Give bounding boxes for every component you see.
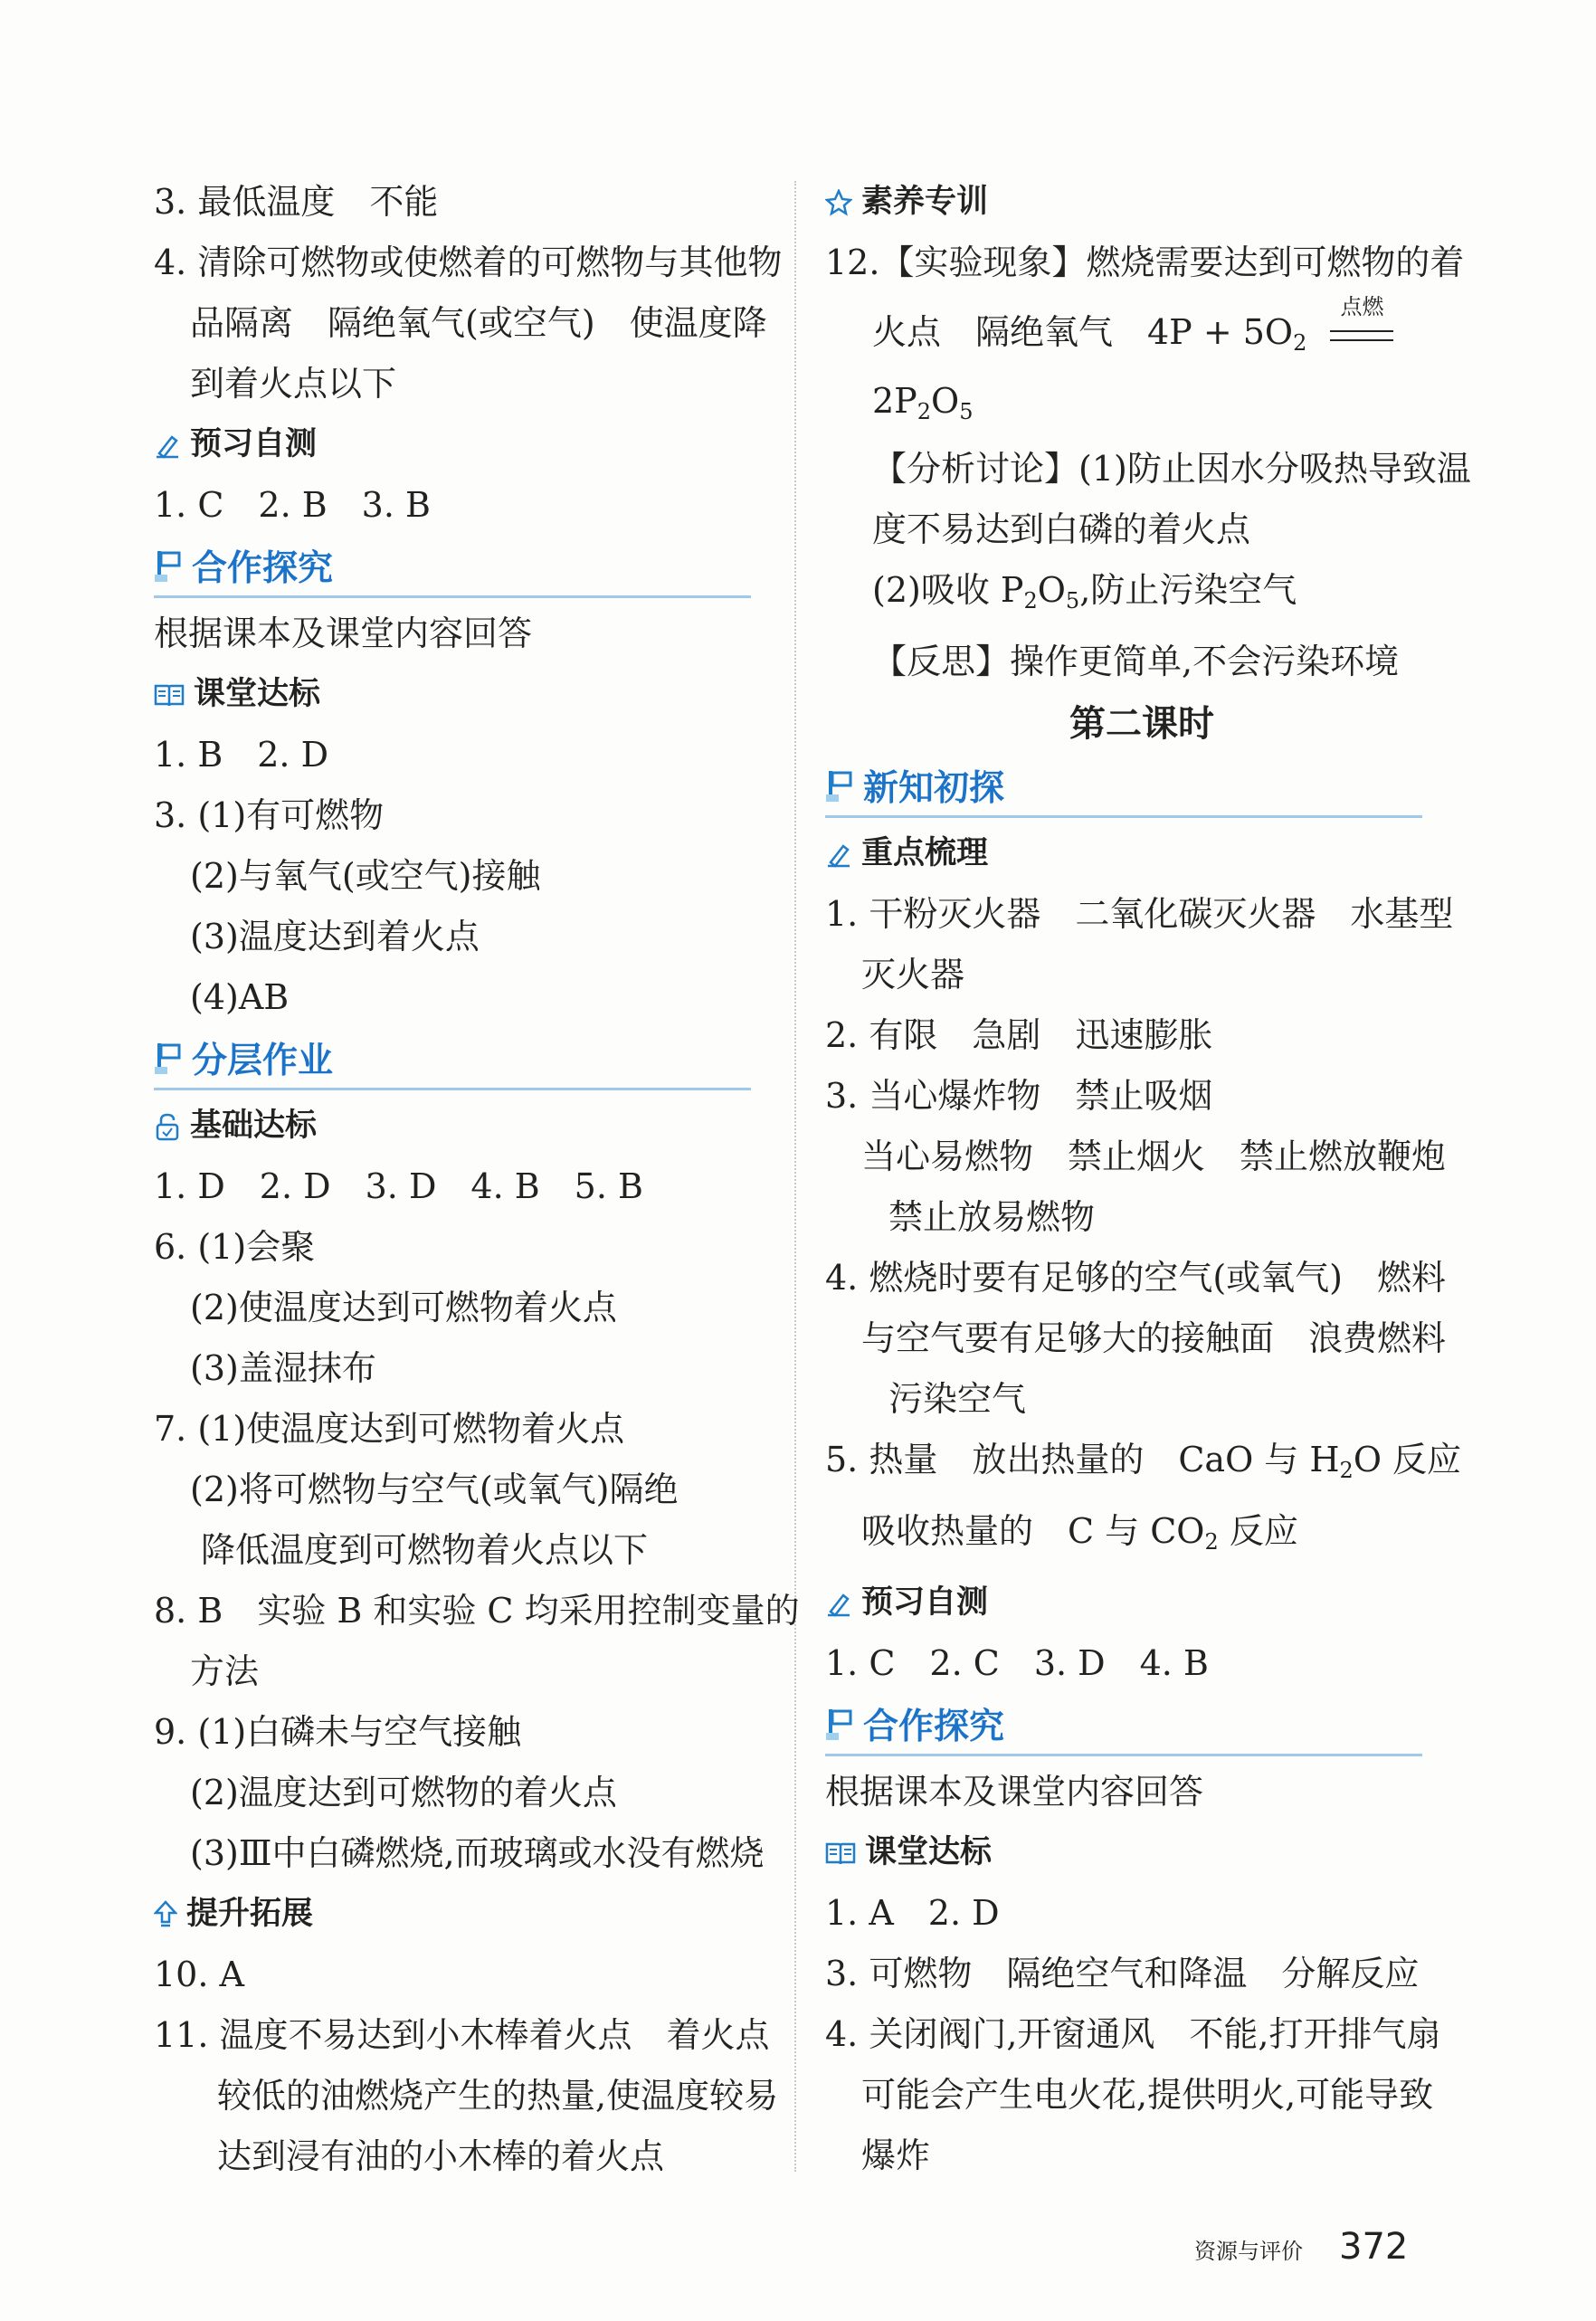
answer-line: 3. 最低温度 不能 <box>154 182 439 222</box>
answer-line: 根据课本及课堂内容回答 <box>154 614 533 653</box>
formula-part: 2P <box>872 381 917 421</box>
section-heading-label: 课堂达标 <box>194 676 321 712</box>
answer-line: 1. B 2. D <box>154 735 329 775</box>
lock-icon <box>154 1112 181 1141</box>
footer-text: 资源与评价 <box>1194 2239 1303 2264</box>
answer-line: 10. A <box>154 1955 244 1994</box>
answer-line <box>825 1501 1458 1573</box>
pencil-icon <box>825 841 852 868</box>
section-banner-hezuo <box>154 536 751 598</box>
answer-line: 11. 温度不易达到小木棒着火点 着火点 <box>154 2015 770 2055</box>
reaction-condition <box>1330 294 1393 363</box>
answer-line: 1. D 2. D 3. D 4. B 5. B <box>154 1166 643 1206</box>
lesson-title: 第二课时 <box>1069 703 1214 745</box>
section-heading-label: 预习自测 <box>190 426 318 462</box>
answer-line: 【反思】操作更简单,不会污染环境 <box>872 642 1400 681</box>
section-banner-label: 分层作业 <box>192 1041 334 1081</box>
section-banner-label: 合作探究 <box>863 1707 1005 1747</box>
answer-line: 1. 干粉灭火器 二氧化碳灭火器 水基型 <box>825 894 1454 934</box>
answer-line: 可能会产生电火花,提供明火,可能导致 <box>861 2075 1434 2115</box>
answer-line: (2)温度达到可燃物的着火点 <box>190 1773 617 1812</box>
answer-line: (3)温度达到着火点 <box>190 917 480 956</box>
section-heading-ketang <box>154 664 778 725</box>
answer-line: 9. (1)白磷未与空气接触 <box>154 1712 522 1752</box>
section-heading-label: 重点梳理 <box>861 835 989 871</box>
answer-line: 1. A 2. D <box>825 1893 1000 1933</box>
answer-line: 灭火器 <box>861 955 965 994</box>
section-heading-label: 素养专训 <box>861 184 989 220</box>
answer-line: 7. (1)使温度达到可燃物着火点 <box>154 1409 625 1449</box>
subscript: 2 <box>1293 330 1307 356</box>
section-heading-label: 预习自测 <box>861 1584 989 1621</box>
text-part: 反应 <box>1218 1511 1298 1551</box>
answer-line <box>825 560 1458 632</box>
text-part: ,防止污染空气 <box>1079 570 1297 610</box>
star-icon <box>825 189 852 216</box>
section-heading-zhongdian <box>825 823 1458 884</box>
answer-line: 12.【实验现象】燃烧需要达到可燃物的着 <box>825 243 1465 282</box>
answer-line: 4. 燃烧时要有足够的空气(或氧气) 燃料 <box>825 1258 1446 1298</box>
section-heading-label: 提升拓展 <box>186 1896 314 1932</box>
subscript: 2 <box>1339 1458 1354 1483</box>
section-banner-label: 合作探究 <box>192 548 334 589</box>
answer-line: 度不易达到白磷的着火点 <box>872 509 1251 549</box>
arrow-up-icon <box>154 1900 177 1929</box>
answer-line: 爆炸 <box>861 2136 931 2175</box>
text-part: O 反应 <box>1353 1440 1462 1479</box>
column-divider <box>794 181 796 2172</box>
answer-line: (4)AB <box>190 977 290 1017</box>
section-heading-jichu <box>154 1096 778 1156</box>
answer-line: 达到浸有油的小木棒的着火点 <box>217 2136 665 2176</box>
answer-line: 污染空气 <box>888 1379 1027 1419</box>
answer-line: 3. (1)有可燃物 <box>154 795 385 835</box>
flag-icon <box>154 1040 185 1076</box>
section-heading-tisheng <box>154 1884 778 1945</box>
answer-line: 1. C 2. C 3. D 4. B <box>825 1643 1209 1683</box>
answer-line: 2. 有限 急剧 迅速膨胀 <box>825 1015 1213 1055</box>
section-heading-ketang <box>825 1822 1458 1883</box>
text-part: O <box>1037 570 1066 610</box>
answer-line: (3)Ⅲ中白磷燃烧,而玻璃或水没有燃烧 <box>190 1833 765 1873</box>
equation-line <box>825 293 1458 374</box>
condition-label: 点燃 <box>1340 294 1384 319</box>
answer-line: 1. C 2. B 3. B <box>154 485 431 525</box>
formula-part: O <box>931 381 960 421</box>
text-part: 5. 热量 放出热量的 CaO 与 H <box>825 1440 1340 1479</box>
answer-line: 降低温度到可燃物着火点以下 <box>201 1530 649 1570</box>
answer-line: 【分析讨论】(1)防止因水分吸热导致温 <box>872 449 1471 489</box>
book-icon <box>825 1841 856 1866</box>
answer-line: 与空气要有足够大的接触面 浪费燃料 <box>861 1318 1447 1358</box>
subscript: 2 <box>1023 588 1038 614</box>
section-heading-yuxi <box>154 414 778 475</box>
flag-icon <box>154 547 185 584</box>
section-heading-suyang <box>825 172 1458 233</box>
section-heading-label: 基础达标 <box>190 1108 318 1144</box>
page-footer <box>1194 2226 1408 2268</box>
equation-left: 火点 隔绝氧气 4P + 5O <box>872 312 1294 352</box>
pencil-icon <box>825 1590 852 1617</box>
right-column <box>825 172 1471 2186</box>
answer-line: 当心易燃物 禁止烟火 禁止燃放鞭炮 <box>861 1137 1447 1176</box>
text-part: 吸收热量的 C 与 CO <box>861 1511 1205 1551</box>
text-part: (2)吸收 P <box>872 570 1024 610</box>
section-heading-yuxi <box>825 1573 1458 1633</box>
answer-line: (3)盖湿抹布 <box>190 1348 376 1388</box>
answer-line: (2)与氧气(或空气)接触 <box>190 856 541 896</box>
section-banner-xinzhi <box>825 756 1422 818</box>
subscript: 2 <box>1204 1529 1219 1555</box>
answer-line: 8. B 实验 B 和实验 C 均采用控制变量的 <box>154 1591 800 1631</box>
section-banner-label: 新知初探 <box>863 768 1005 809</box>
subscript: 5 <box>959 399 974 424</box>
answer-line: 3. 可燃物 隔绝空气和降温 分解反应 <box>825 1954 1420 1993</box>
answer-line: 6. (1)会聚 <box>154 1227 316 1267</box>
answer-line: 方法 <box>190 1651 260 1691</box>
answer-line: (2)将可燃物与空气(或氧气)隔绝 <box>190 1470 679 1509</box>
section-banner-fenceng <box>154 1028 751 1090</box>
page-number: 372 <box>1339 2226 1409 2268</box>
left-column <box>154 172 800 2187</box>
answer-line: 品隔离 隔绝氧气(或空气) 使温度降 <box>190 303 767 343</box>
answer-line: 4. 清除可燃物或使燃着的可燃物与其他物 <box>154 243 783 282</box>
answer-line: 到着火点以下 <box>190 364 397 404</box>
book-icon <box>154 682 185 708</box>
equation-product <box>825 374 1458 439</box>
answer-line <box>825 1430 1462 1501</box>
answer-line: 根据课本及课堂内容回答 <box>825 1772 1204 1812</box>
answer-line: 3. 当心爆炸物 禁止吸烟 <box>825 1076 1213 1116</box>
subscript: 2 <box>917 399 932 424</box>
answer-line: 禁止放易燃物 <box>888 1197 1096 1237</box>
pencil-icon <box>154 432 181 459</box>
answer-line: (2)使温度达到可燃物着火点 <box>190 1288 617 1327</box>
flag-icon <box>825 767 856 804</box>
answer-line: 较低的油燃烧产生的热量,使温度较易 <box>217 2076 779 2116</box>
flag-icon <box>825 1706 856 1742</box>
subscript: 5 <box>1065 588 1080 614</box>
section-heading-label: 课堂达标 <box>865 1834 993 1870</box>
answer-line: 4. 关闭阀门,开窗通风 不能,打开排气扇 <box>825 2014 1441 2054</box>
section-banner-hezuo <box>825 1694 1422 1756</box>
